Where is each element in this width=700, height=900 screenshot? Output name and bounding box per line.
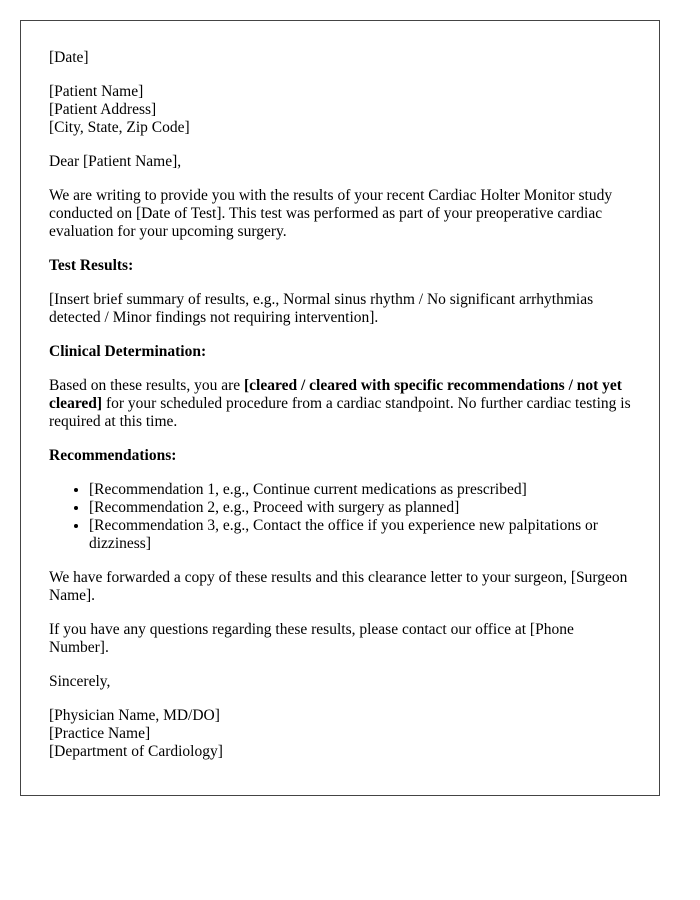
test-results-paragraph: [Insert brief summary of results, e.g., Normal sinus rhythm / No significant arrhythmias detected / Minor findings not requiring intervention].: [49, 291, 594, 326]
physician-name: [Physician Name, MD/DO]: [49, 707, 220, 724]
test-results-heading: Test Results:: [49, 257, 134, 274]
recommendations-heading: Recommendations:: [49, 447, 177, 464]
patient-name: [Patient Name]: [49, 83, 144, 100]
salutation: Dear [Patient Name],: [49, 153, 182, 170]
recipient-address-block: [49, 83, 631, 137]
patient-city-state-zip: [City, State, Zip Code]: [49, 119, 190, 136]
determination-text-after: for your scheduled procedure from a cardiac standpoint. No further cardiac testing is required at this time.: [49, 395, 631, 430]
recommendations-list: [49, 481, 631, 553]
department-name: [Department of Cardiology]: [49, 743, 223, 760]
recommendation-item: • [Recommendation 2, e.g., Proceed with surgery as planned]: [89, 499, 631, 517]
recommendation-item: • [Recommendation 3, e.g., Contact the office if you experience new palpitations or dizziness]: [89, 517, 631, 553]
patient-address: [Patient Address]: [49, 101, 157, 118]
letter-date: [Date]: [49, 49, 89, 66]
signature-block: [49, 707, 631, 761]
determination-text-before: Based on these results, you are: [49, 377, 244, 394]
determination-clearance-status: [cleared / cleared with specific recommendations / not yet cleared]: [49, 377, 622, 412]
recommendation-item: • [Recommendation 1, e.g., Continue current medications as prescribed]: [89, 481, 631, 499]
intro-paragraph: We are writing to provide you with the results of your recent Cardiac Holter Monitor study conducted on [Date of Test]. This test was performed as part of your preoperative cardiac evaluation for your upcoming surgery.: [49, 187, 613, 240]
letter-page: [20, 20, 660, 796]
clinical-determination-paragraph: [49, 377, 631, 431]
forwarded-paragraph: We have forwarded a copy of these results and this clearance letter to your surgeon, [Surgeon Name].: [49, 569, 628, 604]
clinical-determination-heading: Clinical Determination:: [49, 343, 207, 360]
closing: Sincerely,: [49, 673, 111, 690]
practice-name: [Practice Name]: [49, 725, 151, 742]
questions-paragraph: If you have any questions regarding these results, please contact our office at [Phone Number].: [49, 621, 574, 656]
